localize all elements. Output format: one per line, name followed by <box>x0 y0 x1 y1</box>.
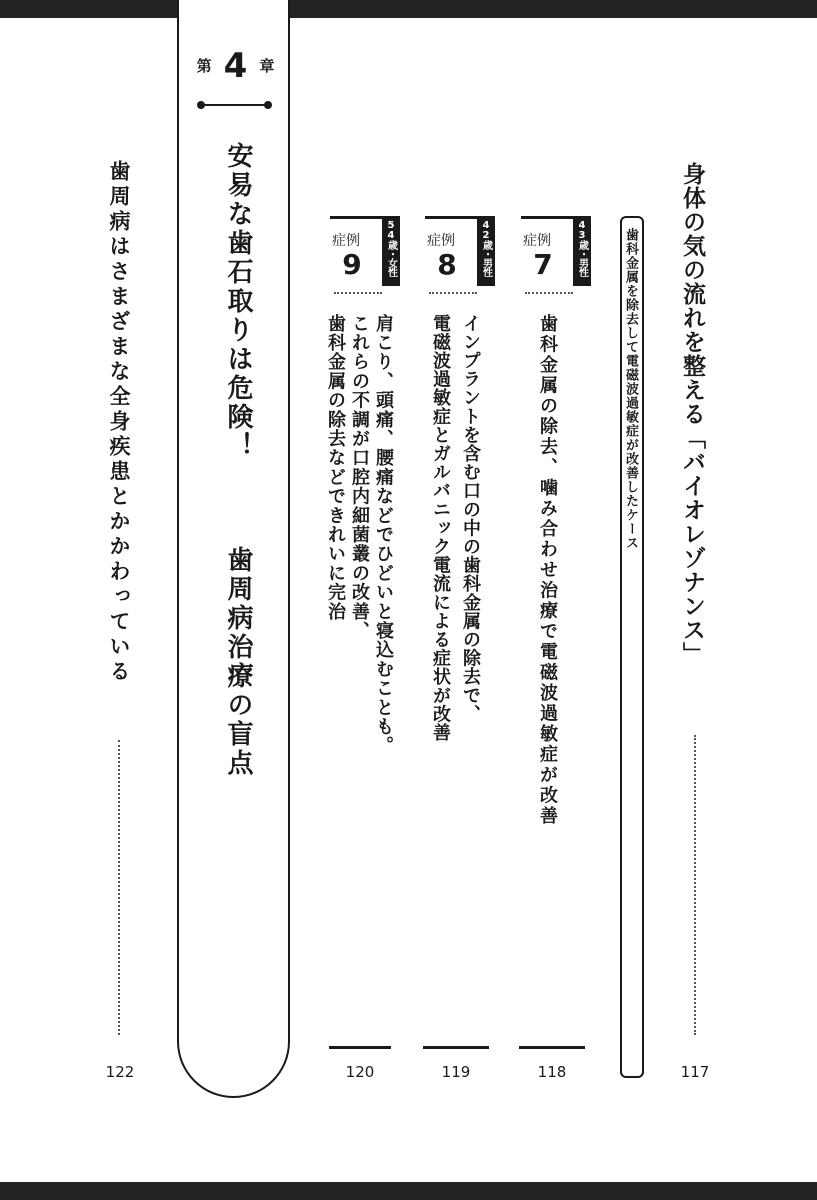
case-label: 症例 <box>332 233 360 249</box>
case-bottom-rule <box>423 1046 489 1049</box>
age-badge: 54歳・女性 <box>382 216 400 286</box>
case-header-9 <box>330 216 400 286</box>
page-number: 120 <box>345 1063 375 1081</box>
chapter-heading <box>179 46 292 86</box>
case-header-8 <box>425 216 495 286</box>
page-number: 117 <box>680 1063 710 1081</box>
chapter-suffix: 章 <box>259 57 275 75</box>
page-number: 122 <box>105 1063 135 1081</box>
case-dots <box>525 292 573 294</box>
case-dots <box>334 292 382 294</box>
case-number: 8 <box>437 248 457 281</box>
case-label: 症例 <box>427 233 455 249</box>
chapter-number: 4 <box>223 46 248 86</box>
leader-dots <box>694 735 696 1035</box>
chapter-prefix: 第 <box>196 57 212 75</box>
entry-title-periodontal[interactable]: 歯周病はさまざまな全身疾患とかかわっている <box>107 160 131 685</box>
chapter-divider <box>201 104 268 106</box>
bottom-bar <box>0 1182 817 1200</box>
leader-dots <box>118 740 120 1035</box>
chapter-title-line1[interactable]: 安易な歯石取りは危険！ <box>223 142 253 461</box>
case-dots <box>429 292 477 294</box>
case-number: 7 <box>533 248 553 281</box>
case-title-9-line3[interactable]: 歯科金属の除去などできれいに完治 <box>325 314 346 622</box>
case-title-8-line1[interactable]: インプラントを含む口の中の歯科金属の除去で、 <box>460 314 481 724</box>
case-bottom-rule <box>519 1046 585 1049</box>
case-header-7 <box>521 216 591 286</box>
age-badge: 42歳・男性 <box>477 216 495 286</box>
case-title-9-line2[interactable]: これらの不調が口腔内細菌叢の改善、 <box>349 314 370 641</box>
chapter-tab <box>177 0 290 1098</box>
case-number: 9 <box>342 248 362 281</box>
age-badge: 43歳・男性 <box>573 216 591 286</box>
page-number: 118 <box>537 1063 567 1081</box>
case-title-7-line1[interactable]: 歯科金属の除去、噛み合わせ治療で電磁波過敏症が改善 <box>537 314 558 827</box>
top-bar <box>0 0 817 18</box>
case-bottom-rule <box>329 1046 391 1049</box>
case-label: 症例 <box>523 233 551 249</box>
entry-title-bioresonance[interactable]: 身体の気の流れを整える「バイオレゾナンス」 <box>679 162 705 666</box>
page-number: 119 <box>441 1063 471 1081</box>
case-title-9-line1[interactable]: 肩こり、頭痛、腰痛などでひどいと寝込むことも。 <box>373 314 394 756</box>
chapter-title-line2[interactable]: 歯周病治療の盲点 <box>223 546 253 778</box>
case-title-8-line2[interactable]: 電磁波過敏症とガルバニック電流による症状が改善 <box>430 314 451 742</box>
subsection-title: 歯科金属を除去して電磁波過敏症が改善したケース <box>623 228 638 550</box>
